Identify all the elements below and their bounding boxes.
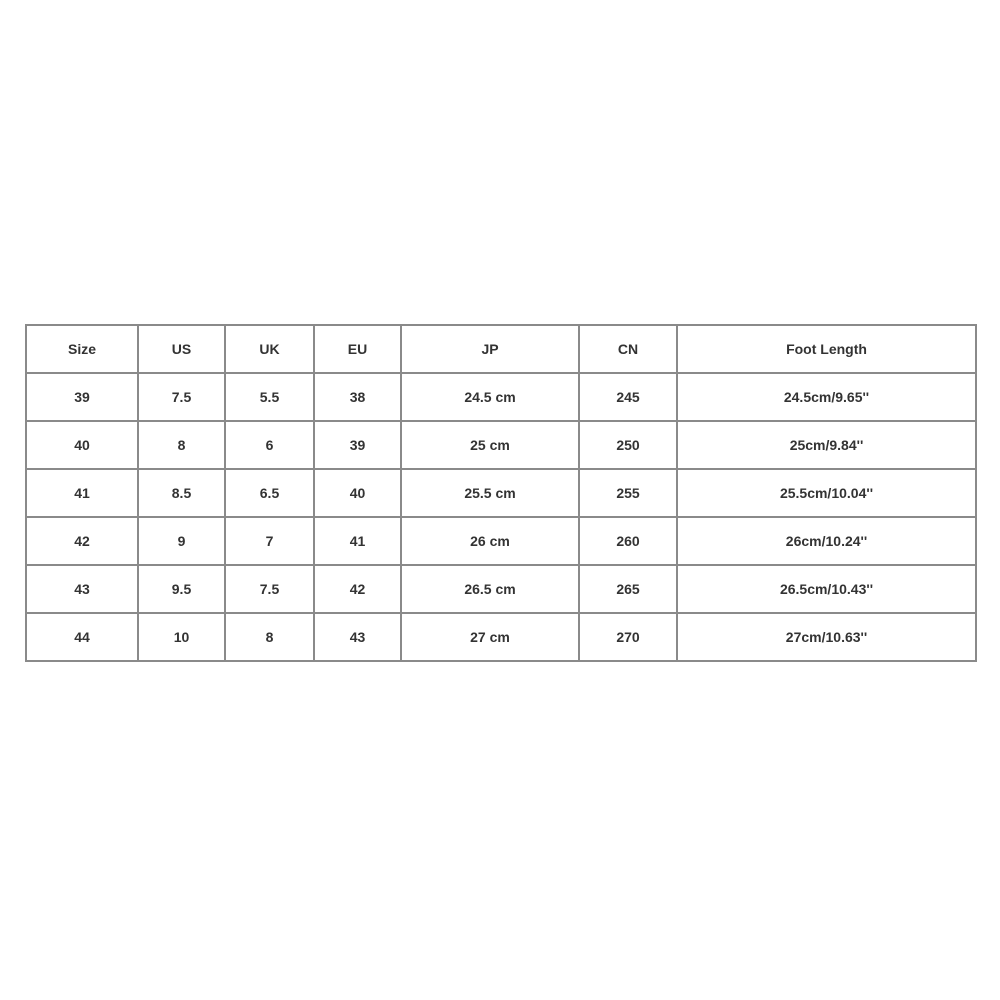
header-foot-length: Foot Length: [677, 325, 976, 373]
cell-size: 40: [26, 421, 138, 469]
cell-jp: 25 cm: [401, 421, 579, 469]
table-row: [26, 373, 976, 421]
cell-cn: 265: [579, 565, 677, 613]
size-chart-table: [25, 324, 977, 662]
cell-us: 8: [138, 421, 225, 469]
table-row: [26, 421, 976, 469]
cell-eu: 39: [314, 421, 401, 469]
table-row: [26, 469, 976, 517]
cell-us: 9.5: [138, 565, 225, 613]
cell-jp: 26 cm: [401, 517, 579, 565]
cell-cn: 260: [579, 517, 677, 565]
cell-size: 42: [26, 517, 138, 565]
cell-cn: 245: [579, 373, 677, 421]
cell-eu: 42: [314, 565, 401, 613]
cell-jp: 24.5 cm: [401, 373, 579, 421]
header-eu: EU: [314, 325, 401, 373]
cell-eu: 41: [314, 517, 401, 565]
cell-uk: 6.5: [225, 469, 314, 517]
header-uk: UK: [225, 325, 314, 373]
cell-us: 8.5: [138, 469, 225, 517]
cell-uk: 6: [225, 421, 314, 469]
cell-eu: 38: [314, 373, 401, 421]
cell-us: 10: [138, 613, 225, 661]
table-row: [26, 565, 976, 613]
cell-us: 7.5: [138, 373, 225, 421]
table-row: [26, 517, 976, 565]
cell-eu: 40: [314, 469, 401, 517]
table-row: [26, 613, 976, 661]
cell-foot-length: 26.5cm/10.43'': [677, 565, 976, 613]
cell-jp: 27 cm: [401, 613, 579, 661]
cell-foot-length: 25cm/9.84'': [677, 421, 976, 469]
cell-size: 44: [26, 613, 138, 661]
cell-us: 9: [138, 517, 225, 565]
cell-jp: 26.5 cm: [401, 565, 579, 613]
cell-foot-length: 27cm/10.63'': [677, 613, 976, 661]
cell-foot-length: 25.5cm/10.04'': [677, 469, 976, 517]
cell-size: 41: [26, 469, 138, 517]
cell-cn: 255: [579, 469, 677, 517]
cell-uk: 7: [225, 517, 314, 565]
cell-eu: 43: [314, 613, 401, 661]
header-jp: JP: [401, 325, 579, 373]
cell-uk: 7.5: [225, 565, 314, 613]
cell-foot-length: 26cm/10.24'': [677, 517, 976, 565]
header-us: US: [138, 325, 225, 373]
cell-foot-length: 24.5cm/9.65'': [677, 373, 976, 421]
table-header-row: [26, 325, 976, 373]
cell-size: 39: [26, 373, 138, 421]
cell-jp: 25.5 cm: [401, 469, 579, 517]
cell-size: 43: [26, 565, 138, 613]
cell-uk: 8: [225, 613, 314, 661]
cell-cn: 250: [579, 421, 677, 469]
header-size: Size: [26, 325, 138, 373]
cell-uk: 5.5: [225, 373, 314, 421]
cell-cn: 270: [579, 613, 677, 661]
header-cn: CN: [579, 325, 677, 373]
